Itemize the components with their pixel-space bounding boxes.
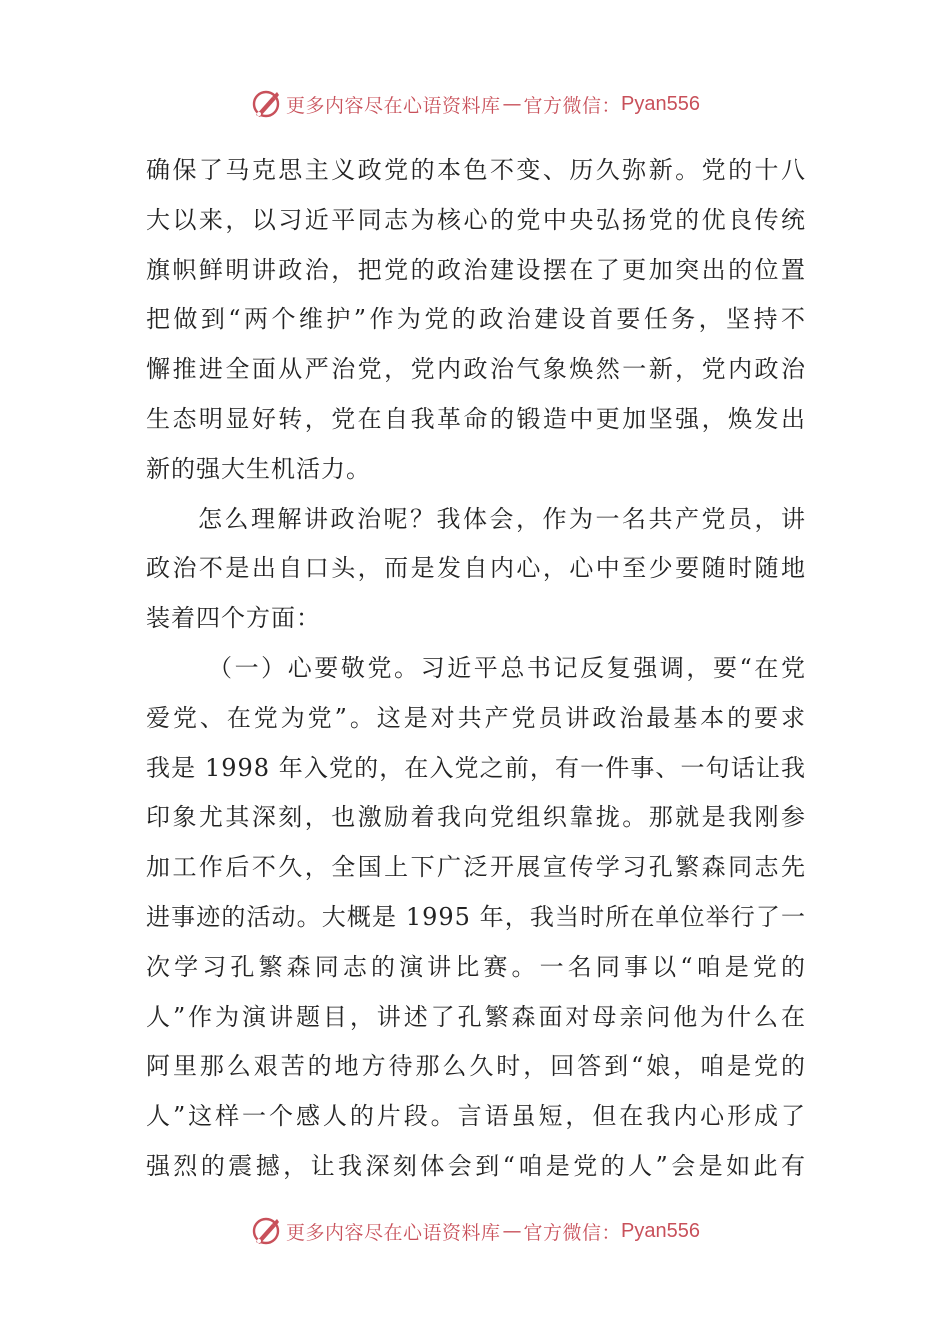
text-line: 政治不是出自口头，而是发自内心，心中至少要随时随地 xyxy=(146,554,806,583)
text-line: 生态明显好转，党在自我革命的锻造中更加坚强，焕发出 xyxy=(146,404,806,433)
watermark-text: 更多内容尽在心语资料库 xyxy=(286,94,501,117)
section-heading-line: （一）心要敬党。习近平总书记反复强调，要“在党 xyxy=(208,653,806,682)
watermark-separator: — xyxy=(502,1220,522,1242)
footer-watermark xyxy=(0,1211,950,1251)
text-line: 进事迹的活动。大概是 1995 年，我当时所在单位举行了一 xyxy=(146,902,806,931)
watermark-separator: — xyxy=(502,93,522,115)
document-body xyxy=(146,146,806,1192)
watermark-label: 官方微信： xyxy=(523,1221,622,1244)
header-watermark xyxy=(0,84,950,124)
pen-logo-icon xyxy=(250,1215,282,1247)
text-line: 强烈的震撼，让我深刻体会到“咱是党的人”会是如此有 xyxy=(146,1151,806,1180)
pen-logo-icon xyxy=(250,88,282,120)
text-line: 爱党、在党为党”。这是对共产党员讲政治最基本的要求 xyxy=(146,703,806,732)
text-line: 装着四个方面： xyxy=(146,604,321,633)
text-line: 次学习孔繁森同志的演讲比赛。一名同事以“咱是党的 xyxy=(146,952,806,981)
watermark-wechat-id: Pyan556 xyxy=(621,92,700,115)
text-line: 人”作为演讲题目，讲述了孔繁森面对母亲问他为什么在 xyxy=(146,1002,806,1031)
text-line: 人”这样一个感人的片段。言语虽短，但在我内心形成了 xyxy=(146,1102,806,1131)
text-line: 大以来，以习近平同志为核心的党中央弘扬党的优良传统 xyxy=(146,205,806,234)
text-line: 加工作后不久，全国上下广泛开展宣传学习孔繁森同志先 xyxy=(146,853,806,882)
watermark-wechat-id: Pyan556 xyxy=(621,1219,700,1242)
text-line: 懈推进全面从严治党，党内政治气象焕然一新，党内政治 xyxy=(146,355,806,384)
text-line: 阿里那么艰苦的地方待那么久时，回答到“娘，咱是党的 xyxy=(146,1052,806,1081)
text-line: 旗帜鲜明讲政治，把党的政治建设摆在了更加突出的位置 xyxy=(146,255,806,284)
text-line: 印象尤其深刻，也激励着我向党组织靠拢。那就是我刚参 xyxy=(146,803,806,832)
text-line: 我是 1998 年入党的，在入党之前，有一件事、一句话让我 xyxy=(146,753,806,782)
text-line: 确保了马克思主义政党的本色不变、历久弥新。党的十八 xyxy=(146,156,806,184)
watermark-label: 官方微信： xyxy=(523,94,622,117)
text-line: 把做到“两个维护”作为党的政治建设首要任务，坚持不 xyxy=(146,305,806,334)
text-line: 新的强大生机活力。 xyxy=(146,454,371,483)
watermark-text: 更多内容尽在心语资料库 xyxy=(286,1221,501,1244)
paragraph-start-line: 怎么理解讲政治呢？我体会，作为一名共产党员，讲 xyxy=(198,504,806,533)
